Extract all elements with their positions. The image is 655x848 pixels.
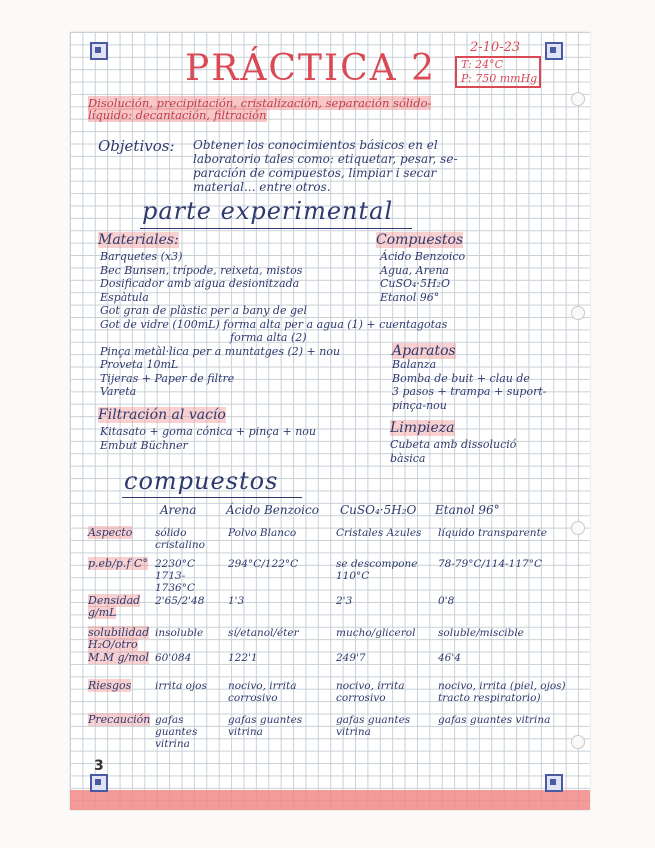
table-cell: 78-79°C/114-117°C xyxy=(438,558,543,570)
table-cell: 249'7 xyxy=(336,652,366,664)
aparatos-list xyxy=(392,358,546,412)
limpieza-label: Limpieza xyxy=(390,420,455,436)
table-cell: gafas guantes vitrina xyxy=(228,714,303,738)
table-cell: gafas guantes vitrina xyxy=(438,714,551,726)
table-cell: líquido transparente xyxy=(438,527,547,539)
column-header: Ácido Benzoico xyxy=(226,503,319,517)
objetivos-line: laboratorio tales como: etiquetar, pesar, se- xyxy=(193,152,458,166)
list-item: Bec Bunsen, trípode, reixeta, mistos xyxy=(100,263,303,277)
banner-line-1: Disolución, precipitación, cristalización, separación sólido- xyxy=(88,96,432,110)
list-item: Balanza xyxy=(392,358,437,371)
table-cell: gafas guantes vitrina xyxy=(336,714,411,738)
list-item: Proveta 10mL xyxy=(100,358,179,371)
corner-square-icon xyxy=(90,42,108,60)
filtracion-label: Filtración al vacío xyxy=(98,407,226,423)
table-cell: 2'65/2'48 xyxy=(155,595,205,607)
row-label: Riesgos xyxy=(88,679,132,692)
topic-banner xyxy=(88,97,543,121)
list-item: Got de vidre (100mL) forma alta per a agua (1) + cuentagotas xyxy=(100,317,448,331)
objetivos-text xyxy=(193,138,458,194)
table-cell: nocivo, irrita corrosivo xyxy=(336,680,405,704)
binder-hole xyxy=(571,735,585,749)
list-item: Ácido Benzoico xyxy=(380,250,466,263)
list-item: Tijeras + Paper de filtre xyxy=(100,371,235,385)
list-item: pinça-nou xyxy=(392,398,447,412)
pressure: P: 750 mmHg xyxy=(461,72,538,85)
list-item: Got gran de plàstic per a bany de gel xyxy=(100,304,308,317)
title-underline xyxy=(122,497,302,498)
binder-hole xyxy=(571,92,585,106)
list-item: bàsica xyxy=(390,451,426,465)
materiales-label: Materiales: xyxy=(98,232,179,248)
row-label: Aspecto xyxy=(88,526,133,539)
aparatos-label: Aparatos xyxy=(392,343,456,359)
table-cell: nocivo, irrita corrosivo xyxy=(228,680,297,704)
list-item: forma alta (2) xyxy=(230,331,307,344)
table-cell: sí/etanol/éter xyxy=(228,627,299,639)
binder-hole xyxy=(571,306,585,320)
list-item: Embut Büchner xyxy=(100,438,188,452)
table-cell: Cristales Azules xyxy=(336,527,422,539)
page-title: PRÁCTICA 2 xyxy=(185,48,436,89)
row-label: solubilidad H₂O/otro xyxy=(88,626,150,651)
filtracion-list xyxy=(100,425,316,452)
table-cell: 60'084 xyxy=(155,652,192,664)
column-header: CuSO₄·5H₂O xyxy=(340,503,417,517)
limpieza-list xyxy=(390,438,516,465)
row-label: Densidad g/mL xyxy=(88,594,141,619)
table-cell: 1'3 xyxy=(228,595,245,607)
row-label: p.eb/p.f C° xyxy=(88,557,148,570)
table-cell: 294°C/122°C xyxy=(228,558,299,570)
table-cell: mucho/glicerol xyxy=(336,627,416,639)
list-item: Cubeta amb dissolució xyxy=(390,438,517,451)
row-label: Precaución xyxy=(88,713,151,726)
conditions-box xyxy=(455,56,541,88)
column-header: Etanol 96° xyxy=(435,503,500,517)
table-cell: 0'8 xyxy=(438,595,455,607)
row-label: M.M g/mol xyxy=(88,651,149,664)
table-cell: irrita ojos xyxy=(155,680,207,692)
binder-hole xyxy=(571,521,585,535)
compuestos-table-title: compuestos xyxy=(124,467,279,495)
objetivos-line: paración de compuestos, limpiar i secar xyxy=(193,166,437,180)
column-header: Arena xyxy=(160,503,197,517)
list-item: Vareta xyxy=(100,385,137,398)
list-item: Pinça metàl·lica per a muntatges (2) + nou xyxy=(100,344,341,358)
bottom-band xyxy=(70,790,590,810)
list-item: Kitasato + goma cónica + pinça + nou xyxy=(100,425,316,438)
compuestos-label: Compuestos xyxy=(376,232,464,248)
list-item: Etanol 96° xyxy=(380,290,440,304)
list-item: 3 pasos + trampa + suport- xyxy=(392,385,547,398)
date: 2-10-23 xyxy=(470,40,521,55)
title-underline xyxy=(140,228,412,229)
objetivos-line: material... entre otros. xyxy=(193,180,331,194)
list-item: Espàtula xyxy=(100,290,149,304)
list-item: Dosificador amb aigua desionitzada xyxy=(100,277,300,290)
corner-square-icon xyxy=(545,42,563,60)
table-cell: sólido cristalino xyxy=(155,527,205,551)
table-cell: se descompone 110°C xyxy=(336,558,418,582)
page-number: 3 xyxy=(94,758,104,774)
table-cell: nocivo, irrita (piel, ojos) tracto respiratorio) xyxy=(438,680,566,704)
compuestos-list xyxy=(380,250,465,304)
parte-experimental-title: parte experimental xyxy=(142,197,394,225)
table-cell: Polvo Blanco xyxy=(228,527,297,539)
corner-square-icon xyxy=(545,774,563,792)
temperature: T: 24°C xyxy=(461,58,504,71)
table-cell: 46'4 xyxy=(438,652,461,664)
table-cell: insoluble xyxy=(155,627,204,639)
objetivos-label: Objetivos: xyxy=(98,137,175,155)
table-cell: 2230°C 1713-1736°C xyxy=(155,558,196,594)
table-cell: 122'1 xyxy=(228,652,258,664)
list-item: CuSO₄·5H₂O xyxy=(380,277,450,290)
list-item: Barquetes (x3) xyxy=(100,250,183,263)
table-cell: gafas guantes vitrina xyxy=(155,714,198,750)
objetivos-line: Obtener los conocimientos básicos en el xyxy=(193,138,438,152)
list-item: Bomba de buit + clau de xyxy=(392,371,530,385)
corner-square-icon xyxy=(90,774,108,792)
table-cell: soluble/miscible xyxy=(438,627,524,639)
list-item: Agua, Arena xyxy=(380,263,449,277)
banner-line-2: líquido: decantación, filtración xyxy=(88,108,267,122)
table-cell: 2'3 xyxy=(336,595,353,607)
